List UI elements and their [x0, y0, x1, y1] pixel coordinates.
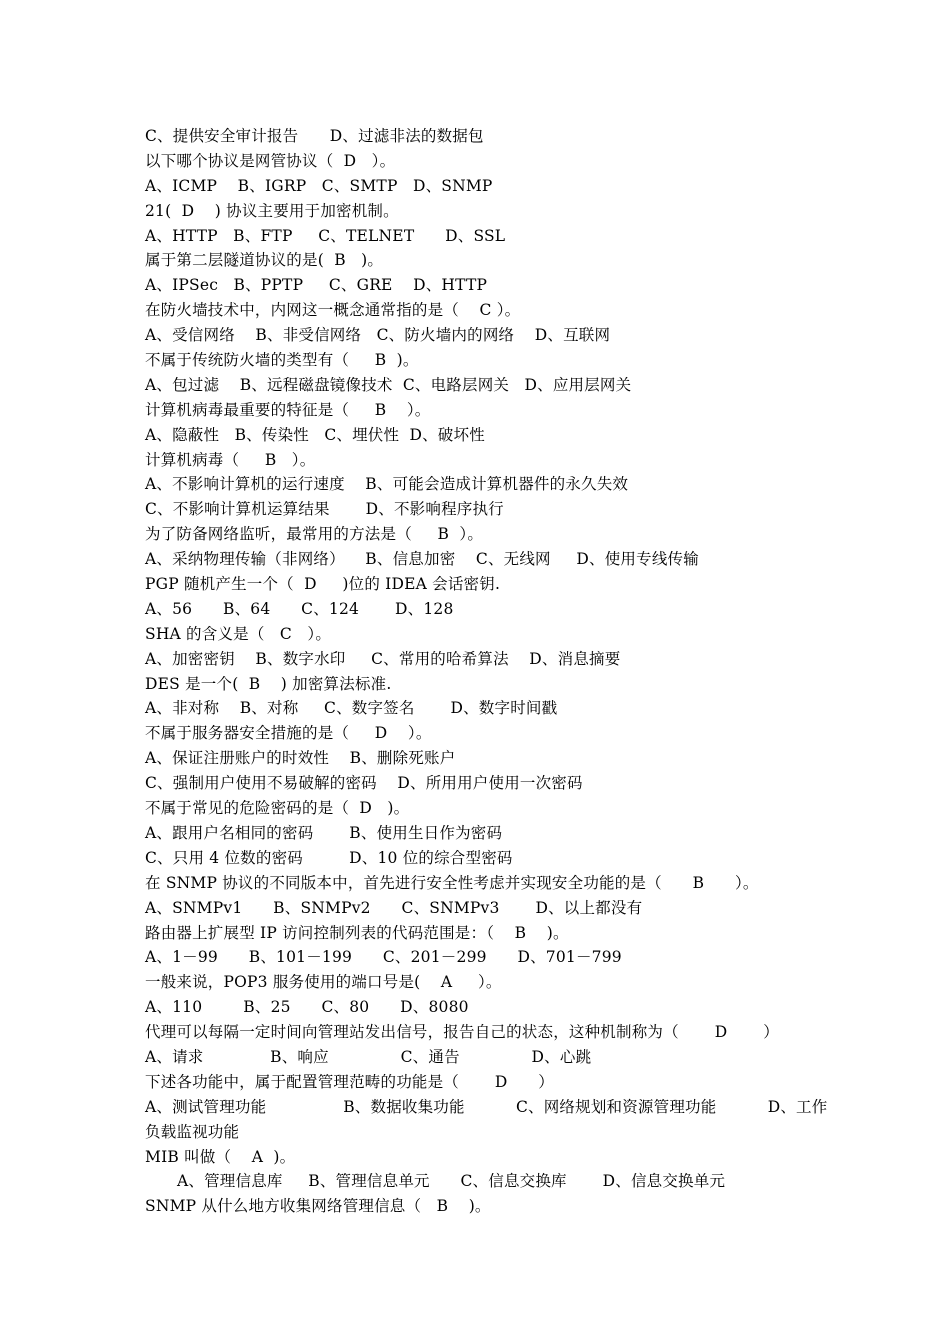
text-line: 在 SNMP 协议的不同版本中，首先进行安全性考虑并实现安全功能的是（ B ）。 — [145, 873, 759, 892]
text-line: PGP 随机产生一个（ D )位的 IDEA 会话密钥. — [145, 575, 501, 594]
text-line: 负载监视功能 — [145, 1122, 240, 1141]
text-line: SHA 的含义是（ C ）。 — [145, 624, 332, 643]
text-line: 下述各功能中，属于配置管理范畴的功能是（ D ） — [145, 1072, 554, 1091]
text-line: A、ICMP B、IGRP C、SMTP D、SNMP — [145, 176, 493, 195]
text-line: MIB 叫做（ A )。 — [145, 1147, 296, 1166]
text-line: A、56 B、64 C、124 D、128 — [145, 599, 454, 618]
text-line: 属于第二层隧道协议的是( B )。 — [145, 251, 384, 270]
text-line: C、只用 4 位数的密码 D、10 位的综合型密码 — [145, 848, 513, 867]
text-line: A、管理信息库 B、管理信息单元 C、信息交换库 D、信息交换单元 — [177, 1172, 726, 1191]
text-line: 代理可以每隔一定时间向管理站发出信号，报告自己的状态，这种机制称为（ D ） — [145, 1023, 779, 1042]
text-line: A、隐蔽性 B、传染性 C、埋伏性 D、破坏性 — [145, 425, 485, 444]
text-line: C、提供安全审计报告 D、过滤非法的数据包 — [145, 127, 484, 145]
text-line: 计算机病毒最重要的特征是（ B ）。 — [145, 400, 431, 419]
text-line: SNMP 从什么地方收集网络管理信息（ B )。 — [145, 1197, 491, 1216]
text-line: 计算机病毒（ B ）。 — [145, 450, 316, 469]
text-line: 21( D ) 协议主要用于加密机制。 — [145, 201, 399, 220]
text-line: A、1－99 B、101－199 C、201－299 D、701－799 — [145, 948, 622, 967]
text-line: 不属于常见的危险密码的是（ D )。 — [145, 799, 410, 818]
text-line: A、请求 B、响应 C、通告 D、心跳 — [145, 1047, 592, 1066]
text-line: A、IPSec B、PPTP C、GRE D、HTTP — [145, 276, 488, 295]
text-line: A、加密密钥 B、数字水印 C、常用的哈希算法 D、消息摘要 — [145, 649, 621, 668]
text-line: DES 是一个( B ) 加密算法标准. — [145, 674, 392, 693]
text-line: 在防火墙技术中，内网这一概念通常指的是（ C ）。 — [145, 301, 521, 320]
text-line: A、SNMPv1 B、SNMPv2 C、SNMPv3 D、以上都没有 — [145, 898, 643, 917]
text-line: 不属于服务器安全措施的是（ D ）。 — [145, 724, 432, 743]
text-line: 一般来说，POP3 服务使用的端口号是( A ）。 — [145, 973, 502, 992]
text-line: 以下哪个协议是网管协议（ D ）。 — [145, 151, 396, 170]
text-line: 为了防备网络监听，最常用的方法是（ B ）。 — [145, 525, 484, 544]
text-line: A、受信网络 B、非受信网络 C、防火墙内的网络 D、互联网 — [145, 326, 611, 345]
question-text-block — [145, 124, 828, 1219]
text-line: A、跟用户名相同的密码 B、使用生日作为密码 — [145, 823, 503, 842]
text-line: A、采纳物理传输（非网络） B、信息加密 C、无线网 D、使用专线传输 — [145, 550, 699, 569]
text-line: C、不影响计算机运算结果 D、不影响程序执行 — [145, 500, 504, 519]
text-line: A、包过滤 B、远程磁盘镜像技术 C、电路层网关 D、应用层网关 — [145, 375, 632, 394]
text-line: A、不影响计算机的运行速度 B、可能会造成计算机器件的永久失效 — [145, 475, 629, 494]
text-line: 路由器上扩展型 IP 访问控制列表的代码范围是：（ B )。 — [145, 923, 569, 942]
text-line: C、强制用户使用不易破解的密码 D、所用用户使用一次密码 — [145, 774, 583, 793]
text-line: A、非对称 B、对称 C、数字签名 D、数字时间戳 — [145, 699, 558, 718]
text-line: 不属于传统防火墙的类型有（ B )。 — [145, 351, 419, 370]
text-line: A、保证注册账户的时效性 B、删除死账户 — [145, 749, 456, 768]
text-line: A、110 B、25 C、80 D、8080 — [145, 998, 469, 1017]
text-line: A、测试管理功能 B、数据收集功能 C、网络规划和资源管理功能 D、工作 — [145, 1097, 828, 1116]
text-line: A、HTTP B、FTP C、TELNET D、SSL — [145, 226, 506, 245]
